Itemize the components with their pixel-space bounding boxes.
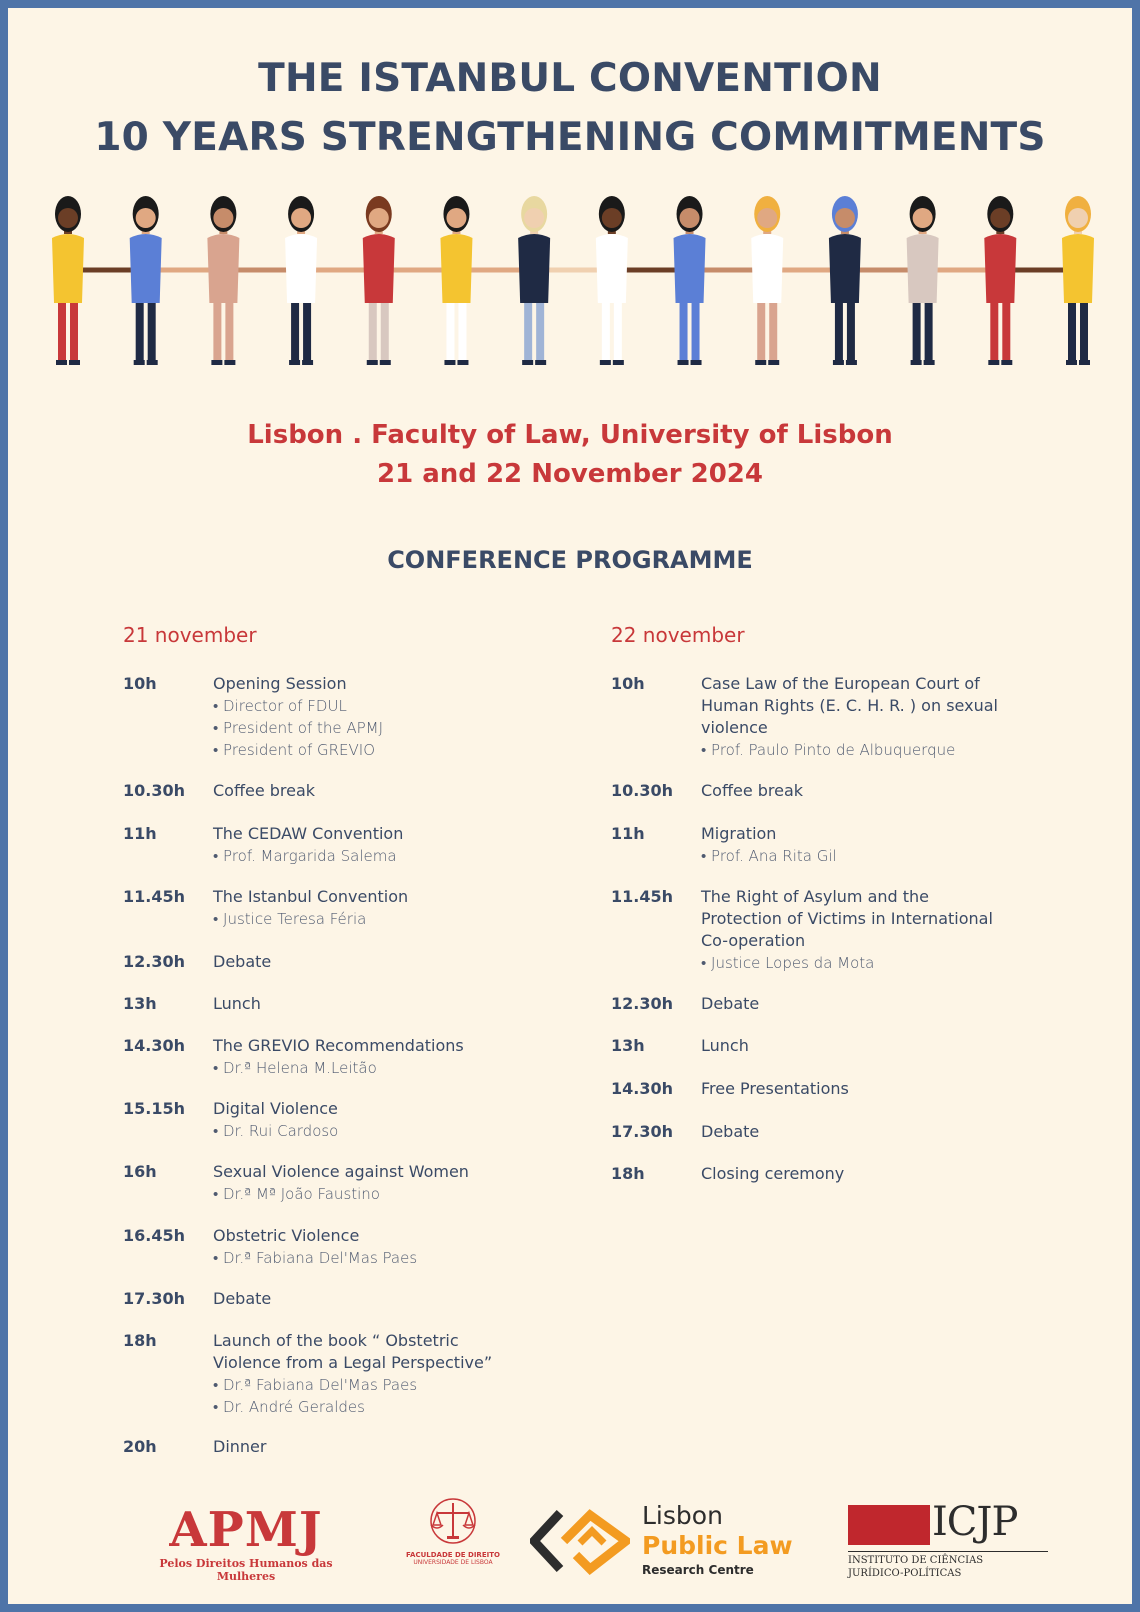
- day-label-22: 22 november: [611, 623, 745, 647]
- session-details: [213, 1161, 523, 1205]
- session-title: Closing ceremony: [701, 1164, 845, 1183]
- session-speaker: • President of GREVIO: [213, 739, 523, 761]
- session-time: 11.45h: [123, 887, 185, 906]
- apmj-logo: [141, 1503, 351, 1583]
- session-time: 11h: [611, 824, 645, 843]
- session-speaker: • Dr. Rui Cardoso: [213, 1120, 523, 1142]
- session-title: Debate: [213, 1289, 272, 1308]
- session-details: [213, 780, 523, 802]
- session-speaker: • Prof. Margarida Salema: [213, 845, 523, 867]
- session-time: 18h: [123, 1331, 157, 1350]
- programme-heading: CONFERENCE PROGRAMME: [387, 546, 753, 574]
- session-title: Lunch: [701, 1036, 749, 1055]
- session-details: [213, 951, 523, 973]
- session-time: 13h: [123, 994, 157, 1013]
- lisbon-public-law-logo: [530, 1503, 820, 1583]
- icjp-line2: JURÍDICO-POLÍTICAS: [848, 1568, 962, 1579]
- icjp-red-block: [848, 1505, 930, 1545]
- icjp-line1: INSTITUTO DE CIÊNCIAS: [848, 1555, 984, 1566]
- session-speaker: • Dr. André Geraldes: [213, 1396, 523, 1418]
- title-line-1: THE ISTANBUL CONVENTION: [258, 56, 882, 101]
- session-speaker: • Director of FDUL: [213, 695, 523, 717]
- session-time: 10.30h: [123, 781, 185, 800]
- session-details: [701, 780, 1001, 802]
- session-time: 18h: [611, 1164, 645, 1183]
- session-title: Migration: [701, 824, 777, 843]
- session-details: [213, 1035, 523, 1079]
- session-details: [213, 886, 523, 930]
- session-details: [701, 886, 1001, 974]
- session-title: Coffee break: [701, 781, 804, 800]
- session-details: [213, 673, 523, 761]
- session-title: Free Presentations: [701, 1079, 849, 1098]
- session-title: The GREVIO Recommendations: [213, 1036, 464, 1055]
- session-details: [701, 993, 1001, 1015]
- session-title: Debate: [701, 1122, 760, 1141]
- session-speaker: • Dr.ª Fabiana Del'Mas Paes: [213, 1374, 523, 1396]
- session-details: [213, 1098, 523, 1142]
- session-title: Obstetric Violence: [213, 1226, 360, 1245]
- fdul-logo-line2: UNIVERSIDADE DE LISBOA: [413, 1559, 493, 1566]
- session-details: [213, 1225, 523, 1269]
- session-time: 20h: [123, 1437, 157, 1456]
- fdul-logo-line1: FACULDADE DE DIREITO: [406, 1551, 500, 1559]
- session-speaker: • Prof. Ana Rita Gil: [701, 845, 1001, 867]
- fdul-logo: [398, 1497, 508, 1566]
- icjp-divider: [848, 1551, 1048, 1552]
- apmj-logo-name: APMJ: [169, 1502, 323, 1558]
- session-title: Debate: [213, 952, 272, 971]
- title-line-2: 10 YEARS STRENGTHENING COMMITMENTS: [94, 115, 1046, 160]
- venue-location: Lisbon . Faculty of Law, University of Lisbon: [247, 420, 893, 450]
- session-time: 17.30h: [123, 1289, 185, 1308]
- session-title: The Right of Asylum and the Protection of Victims in International Co-operation: [701, 887, 993, 950]
- session-time: 16.45h: [123, 1226, 185, 1245]
- session-title: The CEDAW Convention: [213, 824, 404, 843]
- women-holding-hands-illustration: [48, 178, 1098, 383]
- session-speaker: • Prof. Paulo Pinto de Albuquerque: [701, 739, 1001, 761]
- session-time: 13h: [611, 1036, 645, 1055]
- session-speaker: • Dr.ª Mª João Faustino: [213, 1183, 523, 1205]
- icjp-logo: [848, 1499, 1048, 1585]
- session-details: [701, 673, 1001, 761]
- session-details: [213, 823, 523, 867]
- session-details: [213, 1330, 523, 1418]
- scales-of-justice-icon: [423, 1497, 483, 1547]
- session-time: 11.45h: [611, 887, 673, 906]
- session-title: Debate: [701, 994, 760, 1013]
- session-time: 10h: [611, 674, 645, 693]
- session-time: 12.30h: [123, 952, 185, 971]
- venue-dates: 21 and 22 November 2024: [377, 459, 763, 489]
- session-time: 10h: [123, 674, 157, 693]
- session-time: 14.30h: [123, 1036, 185, 1055]
- session-details: [213, 1288, 523, 1310]
- session-time: 15.15h: [123, 1099, 185, 1118]
- session-details: [701, 1035, 1001, 1057]
- session-details: [701, 1121, 1001, 1143]
- lplrc-line2: Public Law: [642, 1531, 793, 1560]
- session-title: The Istanbul Convention: [213, 887, 409, 906]
- session-speaker: • Dr.ª Fabiana Del'Mas Paes: [213, 1247, 523, 1269]
- poster: [8, 8, 1132, 1604]
- session-title: Case Law of the European Court of Human Rights (E. C. H. R. ) on sexual violence: [701, 674, 998, 737]
- day-label-21: 21 november: [123, 623, 257, 647]
- session-title: Opening Session: [213, 674, 347, 693]
- session-details: [701, 1078, 1001, 1100]
- lplrc-line3: Research Centre: [642, 1563, 754, 1577]
- session-speaker: • President of the APMJ: [213, 717, 523, 739]
- session-title: Lunch: [213, 994, 261, 1013]
- session-time: 16h: [123, 1162, 157, 1181]
- session-details: [701, 823, 1001, 867]
- session-time: 17.30h: [611, 1122, 673, 1141]
- session-time: 12.30h: [611, 994, 673, 1013]
- session-title: Coffee break: [213, 781, 316, 800]
- session-title: Launch of the book “ Obstetric Violence from a Legal Perspective”: [213, 1331, 493, 1372]
- session-speaker: • Justice Lopes da Mota: [701, 952, 1001, 974]
- session-time: 10.30h: [611, 781, 673, 800]
- lplrc-line1: Lisbon: [642, 1501, 723, 1530]
- session-speaker: • Justice Teresa Féria: [213, 908, 523, 930]
- session-details: [213, 1436, 523, 1458]
- session-title: Sexual Violence against Women: [213, 1162, 469, 1181]
- session-time: 14.30h: [611, 1079, 673, 1098]
- lplrc-mark-icon: [530, 1509, 630, 1579]
- session-details: [701, 1163, 1001, 1185]
- icjp-logo-name: ICJP: [932, 1499, 1018, 1545]
- session-title: Dinner: [213, 1437, 267, 1456]
- session-speaker: • Dr.ª Helena M.Leitão: [213, 1057, 523, 1079]
- apmj-logo-tagline: Pelos Direitos Humanos das Mulheres: [159, 1557, 333, 1583]
- session-time: 11h: [123, 824, 157, 843]
- session-title: Digital Violence: [213, 1099, 338, 1118]
- session-details: [213, 993, 523, 1015]
- partner-logos: [8, 1499, 1132, 1593]
